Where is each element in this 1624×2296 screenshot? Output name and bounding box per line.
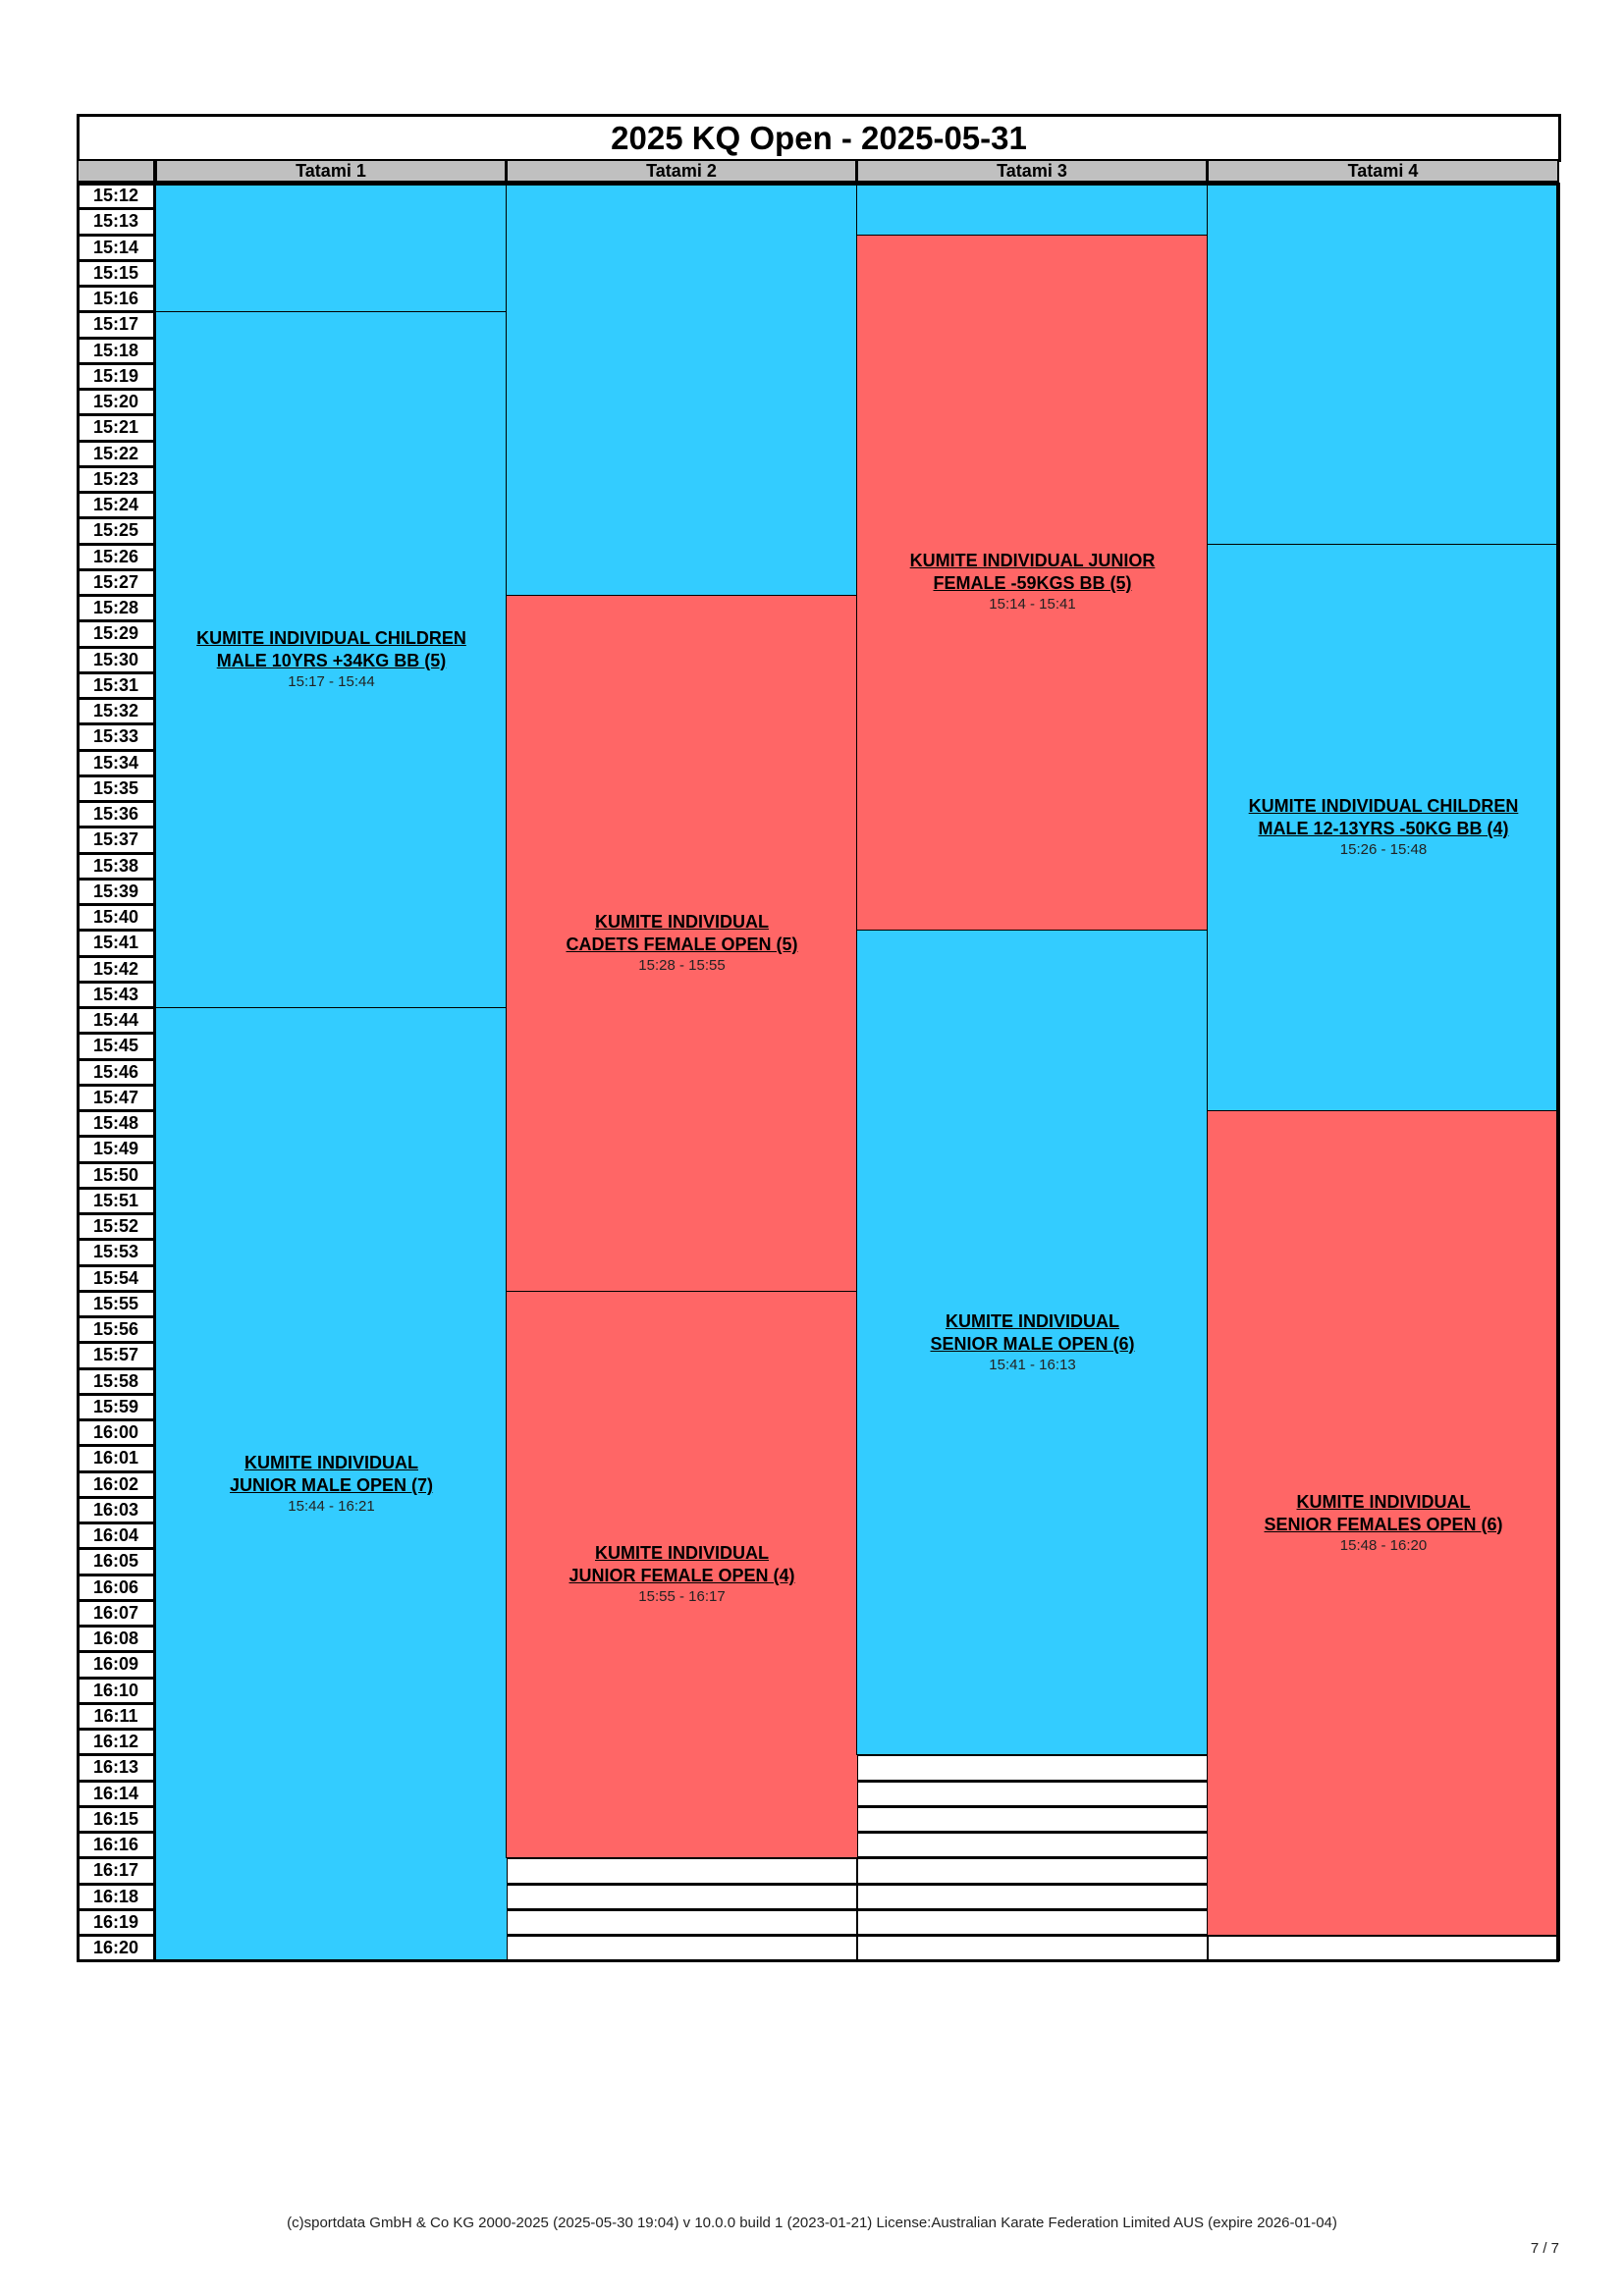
- event-block[interactable]: [506, 1291, 858, 1859]
- event-name[interactable]: KUMITE INDIVIDUAL JUNIOR FEMALE OPEN (4): [568, 1543, 795, 1585]
- time-slot-label: 16:05: [77, 1548, 155, 1575]
- time-slot-label: 15:59: [77, 1394, 155, 1420]
- tatami-header-3: Tatami 3: [856, 159, 1208, 183]
- time-slot-label: 16:17: [77, 1857, 155, 1884]
- event-block[interactable]: [155, 1007, 508, 1961]
- time-slot-label: 15:40: [77, 904, 155, 931]
- empty-slot: [856, 1909, 1209, 1936]
- empty-slot: [506, 1857, 858, 1884]
- footer-license: (c)sportdata GmbH & Co KG 2000-2025 (2025-05-30 19:04) v 10.0.0 build 1 (2023-01-21) License:Australian Karate Federation Limited AUS (expire 2026-01-04): [287, 2215, 1337, 2231]
- time-slot-label: 15:47: [77, 1085, 155, 1111]
- event-block[interactable]: [856, 235, 1209, 932]
- time-slot-label: 15:31: [77, 672, 155, 699]
- event-time: 15:17 - 15:44: [288, 673, 375, 691]
- empty-slot: [856, 1754, 1209, 1781]
- time-slot-label: 16:09: [77, 1651, 155, 1678]
- time-slot-label: 16:08: [77, 1626, 155, 1652]
- occupied-block: [1207, 183, 1560, 545]
- time-slot-label: 15:52: [77, 1213, 155, 1240]
- time-slot-label: 15:34: [77, 750, 155, 776]
- time-slot-label: 16:13: [77, 1754, 155, 1781]
- empty-slot: [1207, 1935, 1560, 1961]
- time-slot-label: 15:23: [77, 466, 155, 493]
- time-slot-label: 16:04: [77, 1522, 155, 1549]
- tatami-header-1: Tatami 1: [155, 159, 507, 183]
- time-slot-label: 16:10: [77, 1678, 155, 1704]
- time-slot-label: 16:06: [77, 1575, 155, 1601]
- event-time: 15:26 - 15:48: [1339, 840, 1428, 858]
- time-slot-label: 15:17: [77, 311, 155, 338]
- time-slot-label: 15:53: [77, 1239, 155, 1265]
- event-block[interactable]: [506, 595, 858, 1292]
- time-slot-label: 15:35: [77, 775, 155, 802]
- event-name[interactable]: KUMITE INDIVIDUAL JUNIOR MALE OPEN (7): [229, 1453, 434, 1496]
- time-slot-label: 15:44: [77, 1007, 155, 1034]
- time-column-header: [77, 159, 155, 183]
- time-slot-label: 15:15: [77, 260, 155, 287]
- occupied-block: [506, 183, 858, 596]
- tatami-header-4: Tatami 4: [1207, 159, 1559, 183]
- time-slot-label: 15:46: [77, 1059, 155, 1086]
- event-name[interactable]: KUMITE INDIVIDUAL SENIOR FEMALES OPEN (6): [1264, 1491, 1503, 1534]
- time-slot-label: 15:41: [77, 930, 155, 956]
- time-slot-label: 16:12: [77, 1729, 155, 1755]
- time-slot-label: 15:51: [77, 1188, 155, 1214]
- event-block[interactable]: [856, 930, 1209, 1755]
- time-slot-label: 15:54: [77, 1265, 155, 1292]
- occupied-block: [155, 183, 508, 312]
- empty-slot: [856, 1935, 1209, 1961]
- time-slot-label: 15:27: [77, 569, 155, 596]
- event-name[interactable]: KUMITE INDIVIDUAL JUNIOR FEMALE -59KGS BB (5): [909, 551, 1156, 594]
- tatami-header-2: Tatami 2: [506, 159, 857, 183]
- event-time: 15:14 - 15:41: [989, 596, 1076, 614]
- time-slot-label: 15:55: [77, 1291, 155, 1317]
- time-slot-label: 15:58: [77, 1368, 155, 1395]
- time-slot-label: 15:57: [77, 1342, 155, 1368]
- event-block[interactable]: [1207, 544, 1560, 1112]
- time-slot-label: 15:16: [77, 286, 155, 312]
- time-slot-label: 15:18: [77, 338, 155, 364]
- event-name[interactable]: KUMITE INDIVIDUAL CADETS FEMALE OPEN (5): [566, 911, 798, 954]
- time-slot-label: 16:20: [77, 1935, 155, 1961]
- event-block[interactable]: [1207, 1110, 1560, 1936]
- time-slot-label: 15:56: [77, 1316, 155, 1343]
- time-slot-label: 16:14: [77, 1781, 155, 1807]
- time-slot-label: 15:36: [77, 801, 155, 828]
- time-slot-label: 15:42: [77, 956, 155, 983]
- time-slot-label: 15:24: [77, 492, 155, 518]
- time-slot-label: 15:39: [77, 879, 155, 905]
- empty-slot: [856, 1857, 1209, 1884]
- time-slot-label: 15:12: [77, 183, 155, 209]
- time-slot-label: 15:43: [77, 982, 155, 1008]
- event-block[interactable]: [155, 311, 508, 1008]
- time-slot-label: 15:32: [77, 698, 155, 724]
- time-slot-label: 16:00: [77, 1419, 155, 1446]
- empty-slot: [506, 1909, 858, 1936]
- time-slot-label: 15:19: [77, 363, 155, 390]
- empty-slot: [856, 1781, 1209, 1807]
- empty-slot: [856, 1806, 1209, 1833]
- time-slot-label: 15:30: [77, 647, 155, 673]
- time-slot-label: 15:33: [77, 723, 155, 750]
- time-slot-label: 15:50: [77, 1162, 155, 1189]
- empty-slot: [506, 1935, 858, 1961]
- time-slot-label: 15:48: [77, 1110, 155, 1137]
- time-slot-label: 15:21: [77, 414, 155, 441]
- time-slot-label: 15:45: [77, 1033, 155, 1059]
- occupied-block: [856, 183, 1209, 236]
- event-name[interactable]: KUMITE INDIVIDUAL CHILDREN MALE 10YRS +34KG BB (5): [196, 628, 466, 671]
- event-name[interactable]: KUMITE INDIVIDUAL SENIOR MALE OPEN (6): [930, 1310, 1135, 1354]
- event-time: 15:55 - 16:17: [638, 1588, 726, 1605]
- event-time: 15:28 - 15:55: [638, 956, 726, 974]
- time-slot-label: 16:16: [77, 1832, 155, 1858]
- time-slot-label: 15:22: [77, 441, 155, 467]
- time-slot-label: 16:15: [77, 1806, 155, 1833]
- time-slot-label: 16:18: [77, 1884, 155, 1910]
- time-slot-label: 15:20: [77, 389, 155, 415]
- time-slot-label: 15:29: [77, 620, 155, 647]
- time-slot-label: 15:25: [77, 517, 155, 544]
- time-slot-label: 15:13: [77, 208, 155, 235]
- time-slot-label: 15:38: [77, 853, 155, 880]
- event-name[interactable]: KUMITE INDIVIDUAL CHILDREN MALE 12-13YRS -50KG BB (4): [1248, 795, 1519, 838]
- empty-slot: [856, 1884, 1209, 1910]
- time-slot-label: 16:03: [77, 1497, 155, 1523]
- schedule-title: 2025 KQ Open - 2025-05-31: [77, 114, 1561, 162]
- page-number: 7 / 7: [1530, 2240, 1559, 2257]
- time-slot-label: 16:07: [77, 1600, 155, 1627]
- empty-slot: [856, 1832, 1209, 1858]
- time-slot-label: 15:14: [77, 235, 155, 261]
- time-slot-label: 15:26: [77, 544, 155, 570]
- time-slot-label: 16:01: [77, 1445, 155, 1471]
- event-time: 15:44 - 16:21: [288, 1498, 375, 1516]
- time-slot-label: 16:19: [77, 1909, 155, 1936]
- time-slot-label: 15:28: [77, 595, 155, 621]
- time-slot-label: 16:02: [77, 1471, 155, 1498]
- event-time: 15:48 - 16:20: [1339, 1536, 1428, 1554]
- time-slot-label: 15:49: [77, 1136, 155, 1162]
- time-slot-label: 16:11: [77, 1703, 155, 1730]
- time-slot-label: 15:37: [77, 827, 155, 853]
- event-time: 15:41 - 16:13: [989, 1356, 1076, 1373]
- empty-slot: [506, 1884, 858, 1910]
